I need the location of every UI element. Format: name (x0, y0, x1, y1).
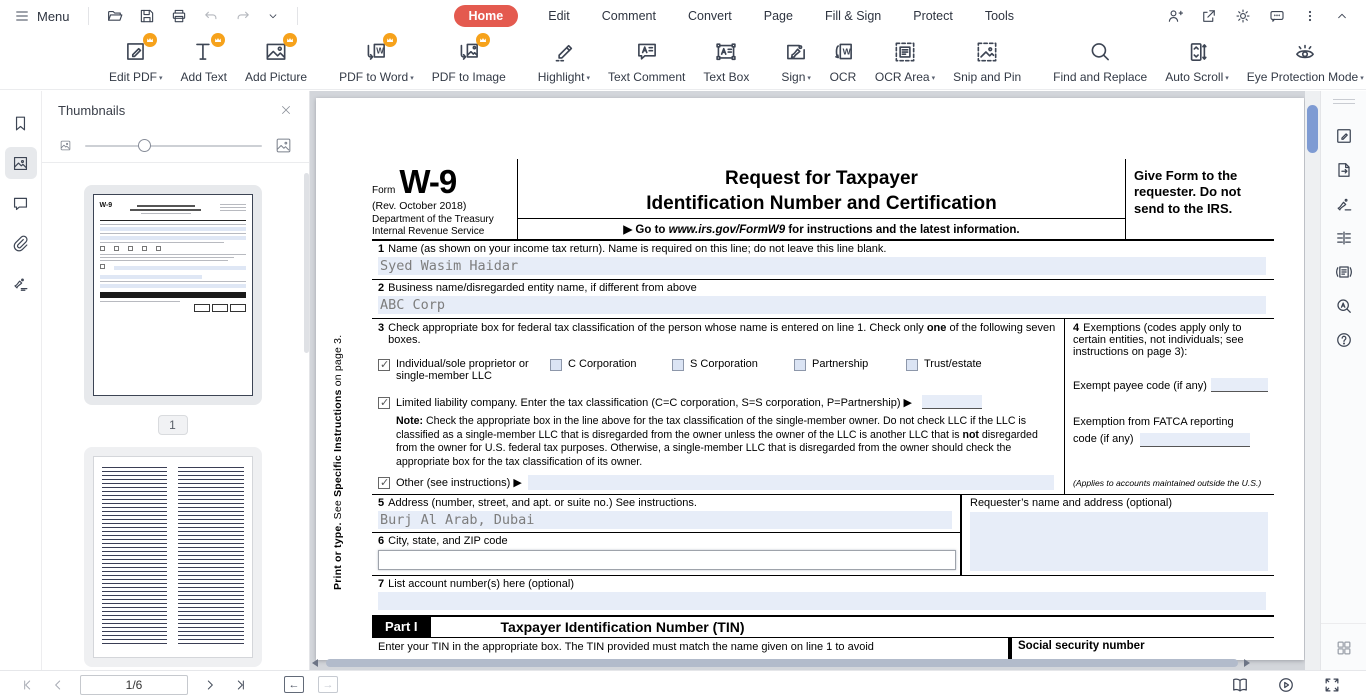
more-options-button[interactable] (1302, 8, 1318, 24)
page-number-input[interactable] (80, 675, 188, 695)
dropdown-caret-icon (159, 70, 163, 84)
form-row-1 (372, 241, 1274, 280)
premium-crown-badge (383, 33, 397, 47)
w9-form (332, 159, 1274, 660)
thumbnails-panel-button[interactable] (5, 147, 37, 179)
menu-label: Menu (37, 8, 70, 24)
fill-sign-button[interactable] (1334, 194, 1354, 214)
folder-open-icon (106, 7, 124, 25)
help-button[interactable] (1334, 330, 1354, 350)
button-label: OCR Area (874, 69, 930, 84)
fatca-label-line2: code (if any) (1073, 432, 1134, 445)
button-label: PDF to Word (339, 69, 409, 84)
button-label: Highlight (537, 69, 585, 84)
button-label: Sign (781, 69, 806, 84)
checkbox-c-corp-label: C Corporation (568, 358, 637, 370)
thumbnails-panel (42, 91, 310, 670)
llc-label: Limited liability company. Enter the tax classification (C=C corporation, S=S corporation, P=Partnership) ▶ (396, 396, 913, 409)
horizontal-scrollbar-thumb[interactable] (326, 659, 1238, 667)
paperclip-icon (11, 234, 30, 253)
business-name-field[interactable]: ABC Corp (378, 296, 1266, 314)
text-box-icon (713, 39, 739, 65)
business-name-label: Business name/disregarded entity name, if different from above (388, 282, 697, 294)
form-row-6 (372, 532, 960, 575)
zoom-in-thumbnail-icon[interactable] (274, 136, 293, 155)
part-1-header (372, 617, 1274, 638)
form-word: Form (372, 185, 396, 196)
llc-note: Note: Check the appropriate box in the line above for the tax classification of the single-member owner. Do not check LLC if the LLC is classified as a single-member LLC that is disregarded from the owner unless the owner of the LLC is another LLC that is not disregarded from the owner for U.S. federal tax purposes. Otherwise, a single-member LLC that is disregarded from the owner should check the appropriate box for the tax classification of its owner. (396, 415, 1038, 468)
collapse-ribbon-button[interactable] (1334, 8, 1350, 24)
close-icon (279, 103, 293, 117)
first-page-button[interactable] (20, 677, 36, 693)
chat-bubble-icon (1268, 7, 1286, 25)
toolbar-text-comment-button[interactable] (599, 34, 694, 88)
account-numbers-label: List account number(s) here (optional) (388, 578, 574, 591)
ocr-area-icon (892, 39, 918, 65)
save-icon (138, 7, 156, 25)
checkbox-s-corp-label: S Corporation (690, 358, 758, 370)
gear-icon (1234, 7, 1252, 25)
back-arrow-icon: ← (288, 678, 300, 691)
row-number: 4 (1073, 322, 1080, 334)
requester-field[interactable] (970, 512, 1268, 571)
menu-button[interactable] (10, 5, 74, 27)
print-or-type-sidebar-label: Print or type. See Specific Instructions on page 3. (332, 334, 344, 590)
city-state-zip-field[interactable] (378, 550, 956, 570)
toolbar-edit-pdf-button[interactable] (100, 34, 172, 88)
premium-crown-badge (143, 33, 157, 47)
tab-comment[interactable]: Comment (601, 9, 656, 23)
forward-arrow-icon: → (322, 678, 334, 691)
kebab-menu-icon (1302, 8, 1318, 24)
bookmarks-panel-button[interactable] (5, 107, 37, 139)
checkbox-s-corporation[interactable] (672, 359, 684, 371)
fullscreen-button[interactable] (1322, 675, 1342, 695)
row-number: 3 (378, 322, 385, 334)
button-label: Snip and Pin (953, 69, 1022, 84)
top-bar (0, 0, 1366, 32)
settings-button[interactable] (1234, 7, 1252, 25)
sign-icon (783, 39, 809, 65)
quick-access-dropdown[interactable] (263, 6, 283, 26)
vertical-scrollbar[interactable] (1305, 91, 1320, 670)
play-circle-icon (1276, 675, 1296, 695)
page-1-preview: W-9 (93, 194, 253, 396)
comment-bubble-icon (11, 194, 30, 213)
snip-and-pin-icon (974, 39, 1000, 65)
form-header (372, 159, 1274, 241)
form-row-3: 3 Check appropriate box for federal tax classification of the person whose name is entered on line 1. Check only one of the following seven boxes. ✓ Individual/sole proprietor or single-member LLC C Corporation S Corporation Partnership Trust/estate ✓ Limited liability company. Enter the tax classification (C=C corporation, S=S corporation, P=Partnership) ▶ Note: Check the appropriate box in the line above for the tax classification of the single-member owner. Do not check LLC if the LLC is classified as a single-member LLC that is disregarded from the owner unless the owner of the LLC is another LLC that is not disregarded from the owner for U.S. federal tax purposes. Otherwise, a single-member LLC that is disregarded from the owner should check the appropriate box for the tax classification of its owner. ✓ Other (see instructions) ▶ (372, 319, 1064, 494)
ssn-box: Social security number (1008, 638, 1274, 660)
ribbon-tabs (304, 5, 1166, 27)
next-page-button[interactable] (202, 677, 218, 693)
toolbar-pdf-to-word-button[interactable] (330, 34, 423, 88)
dropdown-caret-icon (410, 70, 414, 84)
person-add-icon (1166, 7, 1184, 25)
edit-square-icon (1334, 126, 1354, 146)
printer-icon (170, 7, 188, 25)
fatca-label-line1: Exemption from FATCA reporting (1073, 416, 1234, 428)
form-row-7 (372, 576, 1274, 617)
checkbox-individual-label: Individual/sole proprietor or single-member LLC (396, 358, 529, 382)
tab-fill-sign[interactable]: Fill & Sign (824, 9, 882, 23)
vertical-scrollbar-thumb[interactable] (1307, 105, 1318, 153)
apps-grid-icon (1334, 638, 1354, 658)
checkbox-trust-label: Trust/estate (924, 358, 982, 370)
main-area (0, 91, 1366, 670)
part-1-badge: Part I (372, 617, 431, 637)
previous-page-icon (50, 677, 66, 693)
feedback-button[interactable] (1268, 7, 1286, 25)
button-label: Edit PDF (109, 69, 158, 84)
toolbar-pdf-to-image-button[interactable] (423, 34, 515, 88)
tin-instructions: Enter your TIN in the appropriate box. The TIN provided must match the name given on line 1 to avoid (378, 641, 874, 654)
city-state-zip-label: City, state, and ZIP code (388, 535, 508, 548)
attachments-panel-button[interactable] (5, 227, 37, 259)
name-field-label: Name (as shown on your income tax return). Name is required on this line; do not leave this line blank. (388, 243, 887, 255)
address-label: Address (number, street, and apt. or suite no.) See instructions. (388, 497, 697, 510)
form-row-2 (372, 280, 1274, 319)
status-bar (0, 670, 1366, 698)
dropdown-caret-icon (807, 70, 811, 84)
scroll-left-arrow[interactable] (312, 659, 318, 667)
toolbar-sign-button[interactable] (772, 34, 820, 88)
share-user-button[interactable] (1166, 7, 1184, 25)
premium-crown-badge (211, 33, 225, 47)
toolbar-text-box-button[interactable] (694, 34, 758, 88)
button-label: Find and Replace (1053, 69, 1148, 84)
toolbar-eye-protection-button[interactable] (1238, 34, 1366, 88)
tab-protect[interactable]: Protect (913, 9, 953, 23)
next-page-icon (202, 677, 218, 693)
ocr-icon (830, 39, 856, 65)
row-number: 6 (378, 535, 385, 548)
page-2-preview (93, 456, 253, 658)
divider (297, 7, 298, 25)
account-numbers-field[interactable] (378, 592, 1266, 610)
button-label: PDF to Image (431, 69, 506, 84)
page-1-thumbnail[interactable] (84, 185, 262, 405)
chevron-up-icon (1334, 8, 1350, 24)
panel-scrollbar[interactable] (304, 173, 309, 353)
undo-button[interactable] (199, 4, 223, 28)
chevron-down-icon (266, 9, 280, 23)
fatca-field[interactable] (1140, 433, 1250, 447)
svg-text:W: W (376, 46, 385, 56)
tab-convert[interactable]: Convert (687, 9, 732, 23)
previous-view-button[interactable] (284, 676, 304, 693)
premium-crown-badge (476, 33, 490, 47)
row-number: 7 (378, 578, 385, 591)
llc-classification-field[interactable] (922, 395, 982, 409)
redo-icon (234, 7, 252, 25)
fullscreen-icon (1322, 675, 1342, 695)
part-1-title: Taxpayer Identification Number (TIN) (500, 619, 745, 636)
read-page-icon (1334, 262, 1354, 282)
first-page-icon (20, 677, 36, 693)
search-a-icon (1334, 296, 1354, 316)
home-toolbar (0, 32, 1366, 90)
toolbar-add-picture-button[interactable] (236, 34, 316, 88)
row-number: 5 (378, 497, 385, 510)
print-button[interactable] (167, 4, 191, 28)
save-button[interactable] (135, 4, 159, 28)
form-revision: (Rev. October 2018) (372, 200, 467, 212)
button-label: Add Picture (245, 69, 308, 84)
redo-button[interactable] (231, 4, 255, 28)
page-2-thumbnail[interactable] (84, 447, 262, 667)
checkbox-partnership-label: Partnership (812, 358, 869, 370)
checkbox-c-corporation[interactable] (550, 359, 562, 371)
hamburger-icon (14, 8, 30, 24)
button-label: Eye Protection Mode (1246, 69, 1359, 84)
left-panel-rail (0, 91, 42, 670)
zoom-out-thumbnail-icon[interactable] (58, 138, 73, 153)
book-open-icon (1230, 675, 1250, 695)
export-page-button[interactable] (1334, 160, 1354, 180)
read-aloud-button[interactable] (1334, 262, 1354, 282)
name-field[interactable]: Syed Wasim Haidar (378, 257, 1266, 275)
thumbnail-size-slider[interactable] (85, 145, 262, 147)
signatures-panel-button[interactable] (5, 267, 37, 299)
requester-box (960, 495, 1274, 575)
thumbnails-panel-title: Thumbnails (58, 102, 126, 118)
toolbar-snip-and-pin-button[interactable] (944, 34, 1030, 88)
exempt-payee-label: Exempt payee code (if any) (1073, 380, 1207, 392)
button-label: Text Comment (607, 69, 686, 84)
divider (88, 7, 89, 25)
scroll-right-arrow[interactable] (1244, 659, 1250, 667)
highlight-icon (551, 39, 577, 65)
find-and-replace-icon (1087, 39, 1113, 65)
last-page-button[interactable] (232, 677, 248, 693)
share-icon (1200, 7, 1218, 25)
open-file-button[interactable] (103, 4, 127, 28)
requester-label: Requester’s name and address (optional) (970, 497, 1172, 510)
presentation-mode-button[interactable] (1276, 675, 1296, 695)
widgets-button[interactable] (1334, 638, 1354, 658)
dropdown-caret-icon (586, 70, 590, 84)
comments-panel-button[interactable] (5, 187, 37, 219)
dept-line-1: Department of the Treasury (372, 214, 494, 225)
read-mode-button[interactable] (1230, 675, 1250, 695)
premium-crown-badge (283, 33, 297, 47)
toolbar-find-replace-button[interactable] (1044, 34, 1156, 88)
tab-home[interactable]: Home (454, 5, 519, 27)
previous-page-button[interactable] (50, 677, 66, 693)
other-field[interactable] (528, 475, 1054, 490)
checkbox-other[interactable] (378, 477, 390, 489)
undo-icon (202, 7, 220, 25)
toolbar-ocr-area-button[interactable] (866, 34, 944, 88)
row-number: 2 (378, 282, 385, 294)
give-form-note: Give Form to the requester. Do not send to the IRS. (1134, 168, 1241, 216)
document-area[interactable] (310, 91, 1320, 670)
form-number: W-9 (399, 163, 457, 200)
auto-scroll-icon (1184, 39, 1210, 65)
tab-tools[interactable]: Tools (984, 9, 1015, 23)
slider-knob[interactable] (138, 139, 151, 152)
close-panel-button[interactable] (279, 103, 293, 117)
dropdown-caret-icon (1360, 70, 1364, 84)
signature-pen-icon (11, 274, 30, 293)
button-label: OCR (829, 69, 857, 84)
checkbox-llc[interactable] (378, 397, 390, 409)
share-button[interactable] (1200, 7, 1218, 25)
page-export-icon (1334, 160, 1354, 180)
dept-line-2: Internal Revenue Service (372, 225, 485, 237)
dropdown-caret-icon (1225, 70, 1229, 84)
eye-protection-mode-icon (1292, 39, 1318, 65)
svg-text:W: W (842, 45, 851, 56)
dropdown-caret-icon (932, 70, 936, 84)
toolbar-highlight-button[interactable] (529, 34, 599, 88)
checkbox-trust-estate[interactable] (906, 359, 918, 371)
button-label: Auto Scroll (1165, 69, 1224, 84)
toolbar-add-text-button[interactable] (172, 34, 236, 88)
address-field[interactable]: Burj Al Arab, Dubai (378, 511, 952, 529)
text-comment-icon (634, 39, 660, 65)
exempt-payee-field[interactable] (1211, 378, 1268, 392)
view-layout-button[interactable] (1334, 228, 1354, 248)
form-goto-line: ▶ Go to www.irs.gov/FormW9 for instructions and the latest information. (518, 218, 1125, 239)
sign-pen-icon (1334, 194, 1354, 214)
button-label: Add Text (180, 69, 228, 84)
form-row-4 (1064, 319, 1274, 494)
toolbar-ocr-button[interactable] (820, 34, 866, 88)
horizontal-scrollbar[interactable] (312, 658, 1302, 668)
checkbox-individual[interactable] (378, 359, 390, 371)
help-question-icon (1334, 330, 1354, 350)
last-page-icon (232, 677, 248, 693)
right-tool-rail (1320, 91, 1366, 670)
page-number-badge: 1 (158, 415, 188, 435)
exemptions-label: Exemptions (codes apply only to certain entities, not individuals; see instructions on page 3): (1073, 322, 1244, 358)
two-column-view-icon (1334, 228, 1354, 248)
applies-note: (Applies to accounts maintained outside the U.S.) (1073, 478, 1262, 489)
button-label: Text Box (703, 69, 750, 84)
rail-drag-handle[interactable] (1333, 99, 1355, 104)
pdf-page[interactable] (316, 98, 1304, 660)
tab-edit[interactable]: Edit (548, 9, 570, 23)
bookmark-icon (11, 114, 30, 133)
next-view-button[interactable] (318, 676, 338, 693)
search-text-button[interactable] (1334, 296, 1354, 316)
row-number: 1 (378, 243, 385, 255)
other-label: Other (see instructions) ▶ (396, 477, 522, 490)
form-title: Request for Taxpayer Identification Number and Certification (646, 168, 997, 214)
tab-page[interactable]: Page (763, 9, 793, 23)
form-row-5 (372, 495, 960, 532)
quick-edit-button[interactable] (1334, 126, 1354, 146)
toolbar-auto-scroll-button[interactable] (1156, 34, 1238, 88)
thumbnails-icon (11, 154, 30, 173)
part-1-body (372, 638, 1274, 660)
checkbox-partnership[interactable] (794, 359, 806, 371)
